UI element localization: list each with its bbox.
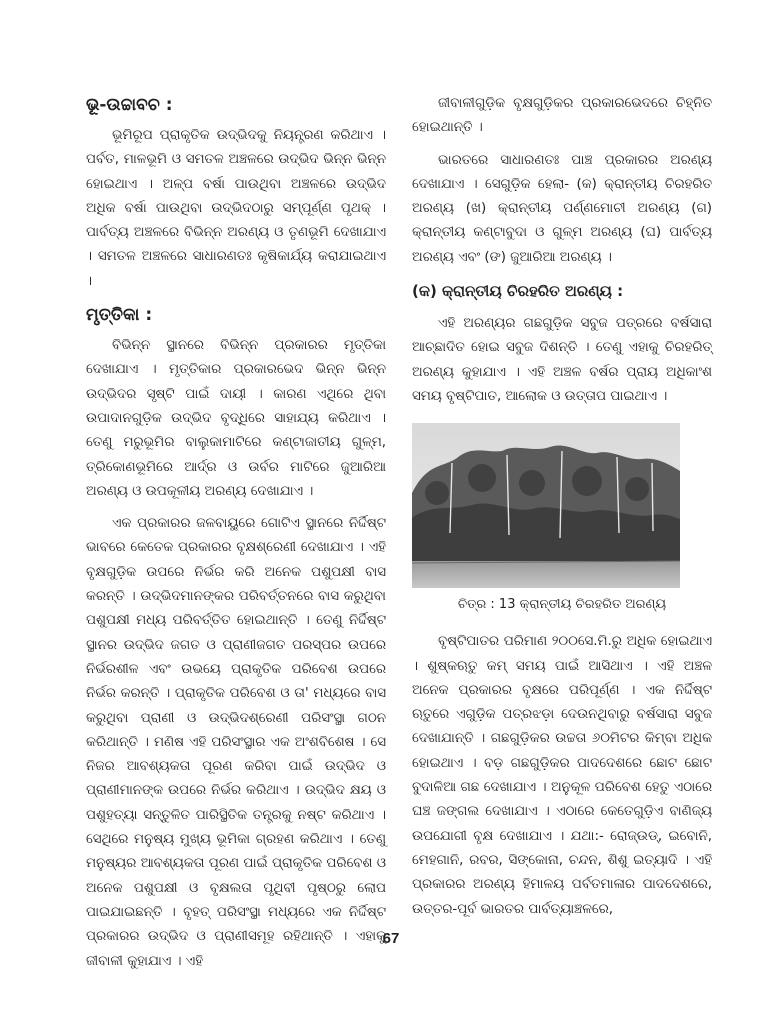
left-column	[86, 92, 386, 982]
paragraph-ecosystem: ଏକ ପ୍ରକାରର ଜଳବାୟୁରେ ଗୋଟିଏ ସ୍ଥାନରେ ନିର୍ଦ୍ଦିଷ୍ଟ ଭାବରେ କେତେକ ପ୍ରକାରର ବୃକ୍ଷଶ୍ରେଣୀ ଦେଖାଯାଏ । ଏହି ବୃକ୍ଷଗୁଡ଼ିକ ଉପରେ ନିର୍ଭର କରି ଅନେକ ପଶୁପକ୍ଷୀ ବାସ କରନ୍ତି । ଉଦ୍ଭିଦମାନଙ୍କର ପରିବର୍ତ୍ତନରେ ବାସ କରୁଥିବା ପଶୁପକ୍ଷୀ ମଧ୍ୟ ପରିବର୍ତ୍ତିତ ହୋଇଥାନ୍ତି । ତେଣୁ ନିର୍ଦ୍ଦିଷ୍ଟ ସ୍ଥାନର ଉଦ୍ଭିଦ ଜଗତ ଓ ପ୍ରାଣୀଜଗତ ପରସ୍ପର ଉପରେ ନିର୍ଭରଶୀଳ ଏବଂ ଉଭୟେ ପ୍ରାକୃତିକ ପରିବେଶ ଉପରେ ନିର୍ଭର କରନ୍ତି । ପ୍ରାକୃତିକ ପରିବେଶ ଓ ତା' ମଧ୍ୟରେ ବାସ କରୁଥିବା ପ୍ରାଣୀ ଓ ଉଦ୍ଭିଦଶ୍ରେଣୀ ପରିସଂସ୍ଥା ଗଠନ କରିଥାନ୍ତି । ମଣିଷ ଏହି ପରିସଂସ୍ଥାର ଏକ ଅଂଶବିଶେଷ । ସେ ନିଜର ଆବଶ୍ୟକତା ପୂରଣ କରିବା ପାଇଁ ଉଦ୍ଭିଦ ଓ ପ୍ରାଣୀମାନଙ୍କ ଉପରେ ନିର୍ଭର କରିଥାଏ । ଉଦ୍ଭିଦ କ୍ଷୟ ଓ ପଶୁହତ୍ୟା ସନ୍ତୁଳିତ ପାରିସ୍ଥିତିକ ତନ୍ତ୍ରକୁ ନଷ୍ଟ କରିଥାଏ । ସେଥିରେ ମନୁଷ୍ୟ ମୁଖ୍ୟ ଭୂମିକା ଗ୍ରହଣ କରିଥାଏ । ତେଣୁ ମନୁଷ୍ୟର ଆବଶ୍ୟକତା ପୂରଣ ପାଇଁ ପ୍ରାକୃତିକ ପରିବେଶ ଓ ଅନେକ ପଶୁପକ୍ଷୀ ଓ ବୃକ୍ଷଲତା ପୃଥିବୀ ପୃଷ୍ଠରୁ ଲୋପ ପାଇଯାଇଛନ୍ତି । ବୃହତ୍ ପରିସଂସ୍ଥା ମଧ୍ୟରେ ଏକ ନିର୍ଦ୍ଦିଷ୍ଟ ପ୍ରକାରର ଉଦ୍ଭିଦ ଓ ପ୍ରାଣୀସମୂହ ରହିଥାନ୍ତି । ଏହାକୁ ଜୀବାଳୀ କୁହାଯାଏ । ଏହି	[86, 516, 386, 969]
subheading-evergreen: (କ) କ୍ରାନ୍ତୀୟ ଚିରହରିତ ଅରଣ୍ୟ :	[412, 282, 624, 301]
page-number: 67	[382, 930, 400, 947]
forest-photo	[412, 423, 680, 588]
forest-illustration	[412, 423, 680, 588]
paragraph-soil: ବିଭିନ୍ନ ସ୍ଥାନରେ ବିଭିନ୍ନ ପ୍ରକାରର ମୃତ୍ତିକା ଦେଖାଯାଏ । ମୃତ୍ତିକାର ପ୍ରକାରଭେଦ ଭିନ୍ନ ଭିନ୍ନ ଉଦ୍ଭିଦର ସୃଷ୍ଟି ପାଇଁ ଦାୟୀ । କାରଣ ଏଥିରେ ଥିବା ଉପାଦାନଗୁଡ଼ିକ ଉଦ୍ଭିଦ ବୃଦ୍ଧିରେ ସାହାଯ୍ୟ କରିଥାଏ । ତେଣୁ ମରୁଭୂମିର ବାଲୁକାମାଟିରେ କଣ୍ଟାଜାତୀୟ ଗୁଳ୍ମ, ତ୍ରିକୋଣଭୂମିରେ ଆର୍ଦ୍ର ଓ ଉର୍ବର ମାଟିରେ ଜୁଆରିଆ ଅରଣ୍ୟ ଓ ଉପକୂଳୀୟ ଅରଣ୍ୟ ଦେଖାଯାଏ ।	[86, 338, 386, 499]
paragraph-biome: ଜୀବାଳୀଗୁଡ଼ିକ ବୃକ୍ଷଗୁଡ଼ିକର ପ୍ରକାରଭେଦରେ ଚିହ୍ନିତ ହୋଇଥାନ୍ତି ।	[412, 96, 712, 136]
paragraph-evergreen-details: ବୃଷ୍ଟିପାତର ପରିମାଣ ୨୦୦ସେ.ମି.ରୁ ଅଧିକ ହୋଇଥାଏ । ଶୁଷ୍କଋତୁ କମ୍ ସମୟ ପାଇଁ ଆସିଥାଏ । ଏହି ଅଞ୍ଚଳ ଅନେକ ପ୍ରକାରର ବୃକ୍ଷରେ ପରିପୂର୍ଣ୍ଣ । ଏକ ନିର୍ଦ୍ଦିଷ୍ଟ ଋତୁରେ ଏଗୁଡ଼ିକ ପତ୍ରଝଡ଼ା ଦେଉନଥିବାରୁ ବର୍ଷସାରା ସବୁଜ ଦେଖାଯାନ୍ତି । ଗଛଗୁଡ଼ିକର ଉଚ୍ଚତା ୬୦ମିଟର କିମ୍ବା ଅଧିକ ହୋଇଥାଏ । ବଡ଼ ଗଛଗୁଡ଼ିକର ପାଦଦେଶରେ ଛୋଟ ଛୋଟ ବୁଦାଳିଆ ଗଛ ଦେଖାଯାଏ । ଅନୁକୂଳ ପରିବେଶ ହେତୁ ଏଠାରେ ଘଞ୍ଚ ଜଙ୍ଗଲ ଦେଖାଯାଏ । ଏଠାରେ କେତେଗୁଡ଼ିଏ ବାଣିଜ୍ୟ ଉପଯୋଗୀ ବୃକ୍ଷ ଦେଖାଯାଏ । ଯଥା:- ରୋଜ୍‌ଉଡ୍, ଇବୋନି, ମେହଗାନି, ରବର, ସିଙ୍କୋନା, ଚନ୍ଦନ, ଶିଶୁ ଇତ୍ୟାଦି । ଏହି ପ୍ରକାରର ଅରଣ୍ୟ ହିମାଳୟ ପର୍ବତମାଳାର ପାଦଦେଶରେ, ଉତ୍ତର-ପୂର୍ବ ଭାରତର ପାର୍ବତ୍ୟାଞ୍ଚଳରେ,	[412, 634, 712, 917]
heading-soil: ମୃତ୍ତିକା :	[86, 305, 153, 326]
figure-caption: ଚିତ୍ର : 13 କ୍ରାନ୍ତୀୟ ଚିରହରିତ ଅରଣ୍ୟ	[457, 597, 667, 613]
paragraph-evergreen-intro: ଏହି ଅରଣ୍ୟର ଗଛଗୁଡ଼ିକ ସବୁଜ ପତ୍ରରେ ବର୍ଷସାରା ଆଚ୍ଛାଦିତ ହୋଇ ସବୁଜ ଦିଶନ୍ତି । ତେଣୁ ଏହାକୁ ଚିରହରିତ୍ ଅରଣ୍ୟ କୁହାଯାଏ । ଏହି ଅଞ୍ଚଳ ବର୍ଷର ପ୍ରାୟ ଅଧିକାଂଶ ସମୟ ବୃଷ୍ଟିପାତ, ଆଲୋକ ଓ ଉତ୍ତାପ ପାଇଥାଏ ।	[412, 316, 712, 404]
heading-relief: ଭୂ-ଉଚ୍ଚାବଚ :	[86, 95, 173, 115]
right-column	[412, 92, 712, 930]
paragraph-relief: ଭୂମିରୂପ ପ୍ରାକୃତିକ ଉଦ୍ଭିଦକୁ ନିୟନ୍ତ୍ରଣ କରିଥାଏ । ପର୍ବତ, ମାଳଭୂମି ଓ ସମତଳ ଅଞ୍ଚଳରେ ଉଦ୍ଭିଦ ଭିନ୍ନ ଭିନ୍ନ ହୋଇଥାଏ । ଅଳ୍ପ ବର୍ଷା ପାଉଥିବା ଅଞ୍ଚଳରେ ଉଦ୍ଭିଦ ଅଧିକ ବର୍ଷା ପାଉଥିବା ଉଦ୍ଭିଦଠାରୁ ସମ୍ପୂର୍ଣ୍ଣ ପୃଥକ୍ । ପାର୍ବତ୍ୟ ଅଞ୍ଚଳରେ ବିଭିନ୍ନ ଅରଣ୍ୟ ଓ ତୃଣଭୂମି ଦେଖାଯାଏ । ସମତଳ ଅଞ୍ଚଳରେ ସାଧାରଣତଃ କୃଷିକାର୍ଯ୍ୟ କରାଯାଇଥାଏ ।	[86, 128, 386, 289]
paragraph-forest-types: ଭାରତରେ ସାଧାରଣତଃ ପାଞ୍ଚ ପ୍ରକାରର ଅରଣ୍ୟ ଦେଖାଯାଏ । ସେଗୁଡ଼ିକ ହେଲା- (କ) କ୍ରାନ୍ତୀୟ ଚିରହରିତ ଅରଣ୍ୟ (ଖ) କ୍ରାନ୍ତୀୟ ପର୍ଣ୍ଣମୋଚୀ ଅରଣ୍ୟ (ଗ) କ୍ରାନ୍ତୀୟ କଣ୍ଟାବୁଦା ଓ ଗୁଳ୍ମ ଅରଣ୍ୟ (ଘ) ପାର୍ବତ୍ୟ ଅରଣ୍ୟ ଏବଂ (ଙ) ଜୁଆରିଆ ଅରଣ୍ୟ ।	[412, 152, 712, 265]
